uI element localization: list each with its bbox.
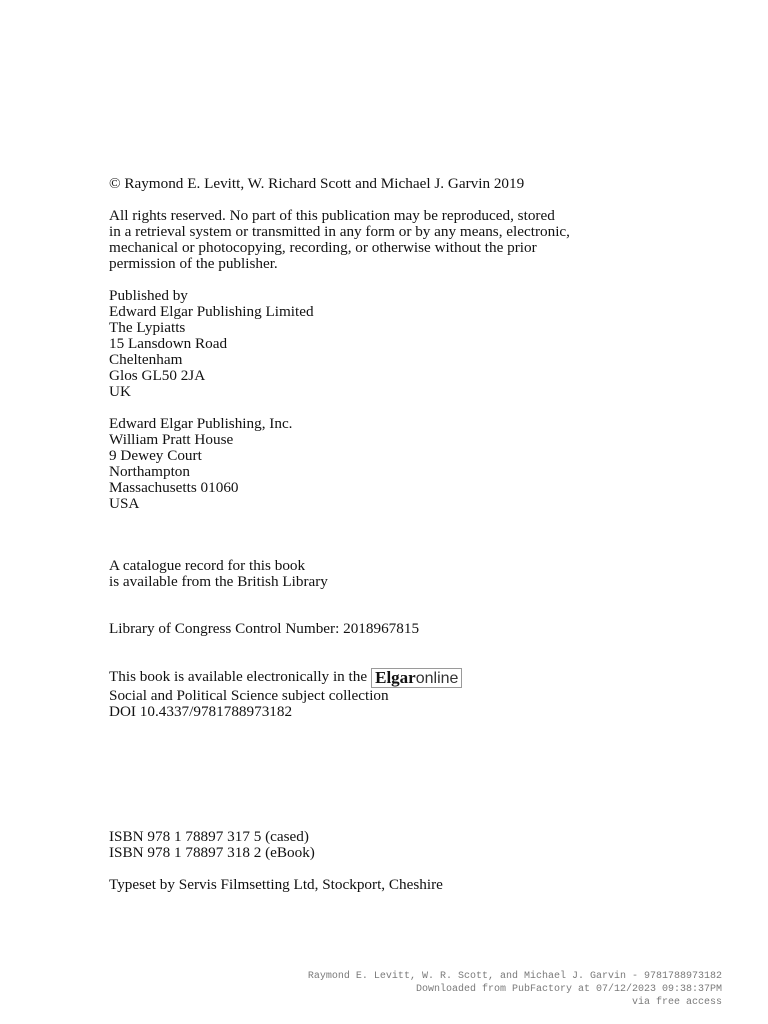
elgaronline-logo bbox=[371, 668, 462, 688]
address-line: Massachusetts 01060 bbox=[109, 479, 239, 496]
address-line: The Lypiatts bbox=[109, 319, 186, 336]
download-watermark bbox=[308, 970, 722, 1009]
typeset-line: Typeset by Servis Filmsetting Ltd, Stockport, Cheshire bbox=[109, 876, 443, 893]
copyright-notice bbox=[109, 176, 669, 192]
address-line: William Pratt House bbox=[109, 431, 234, 448]
publisher-address-us bbox=[109, 416, 669, 512]
catalogue-line: is available from the British Library bbox=[109, 573, 328, 590]
address-line: 15 Lansdown Road bbox=[109, 335, 228, 352]
rights-line: All rights reserved. No part of this publication may be reproduced, stored bbox=[109, 207, 555, 224]
electronic-line bbox=[109, 668, 669, 688]
rights-line: in a retrieval system or transmitted in any form or by any means, electronic, bbox=[109, 223, 570, 240]
address-line: Northampton bbox=[109, 463, 190, 480]
catalogue-line: A catalogue record for this book bbox=[109, 557, 306, 574]
rights-line: permission of the publisher. bbox=[109, 255, 278, 272]
watermark-line: Raymond E. Levitt, W. R. Scott, and Michael J. Garvin - 9781788973182 bbox=[307, 971, 722, 982]
collection-line: Social and Political Science subject collection bbox=[109, 687, 389, 704]
copyright-line: © Raymond E. Levitt, W. Richard Scott and Michael J. Garvin 2019 bbox=[109, 175, 525, 192]
isbn-list bbox=[109, 829, 669, 861]
imprint-page bbox=[109, 176, 669, 893]
address-line: Edward Elgar Publishing, Inc. bbox=[109, 415, 293, 432]
address-line: UK bbox=[109, 383, 131, 400]
doi-line: DOI 10.4337/9781788973182 bbox=[109, 703, 293, 720]
isbn-line: ISBN 978 1 78897 318 2 (eBook) bbox=[109, 844, 315, 861]
address-line: Published by bbox=[109, 287, 188, 304]
address-line: USA bbox=[109, 495, 140, 512]
address-line: Cheltenham bbox=[109, 351, 183, 368]
address-line: Glos GL50 2JA bbox=[109, 367, 206, 384]
logo-brand: Elgar bbox=[375, 668, 416, 687]
typeset-credit bbox=[109, 877, 669, 893]
loc-control-number bbox=[109, 621, 669, 637]
watermark-line: Downloaded from PubFactory at 07/12/2023 09:38:37PM bbox=[415, 984, 722, 995]
publisher-address-uk bbox=[109, 288, 669, 400]
rights-line: mechanical or photocopying, recording, or otherwise without the prior bbox=[109, 239, 537, 256]
address-line: 9 Dewey Court bbox=[109, 447, 202, 464]
rights-statement bbox=[109, 208, 669, 272]
loc-line: Library of Congress Control Number: 2018967815 bbox=[109, 620, 420, 637]
address-line: Edward Elgar Publishing Limited bbox=[109, 303, 314, 320]
isbn-line: ISBN 978 1 78897 317 5 (cased) bbox=[109, 828, 309, 845]
catalogue-record bbox=[109, 558, 669, 590]
electronic-availability bbox=[109, 668, 669, 720]
electronic-prefix: This book is available electronically in the bbox=[109, 668, 368, 685]
logo-suffix: online bbox=[415, 670, 459, 687]
watermark-line: via free access bbox=[631, 997, 722, 1008]
